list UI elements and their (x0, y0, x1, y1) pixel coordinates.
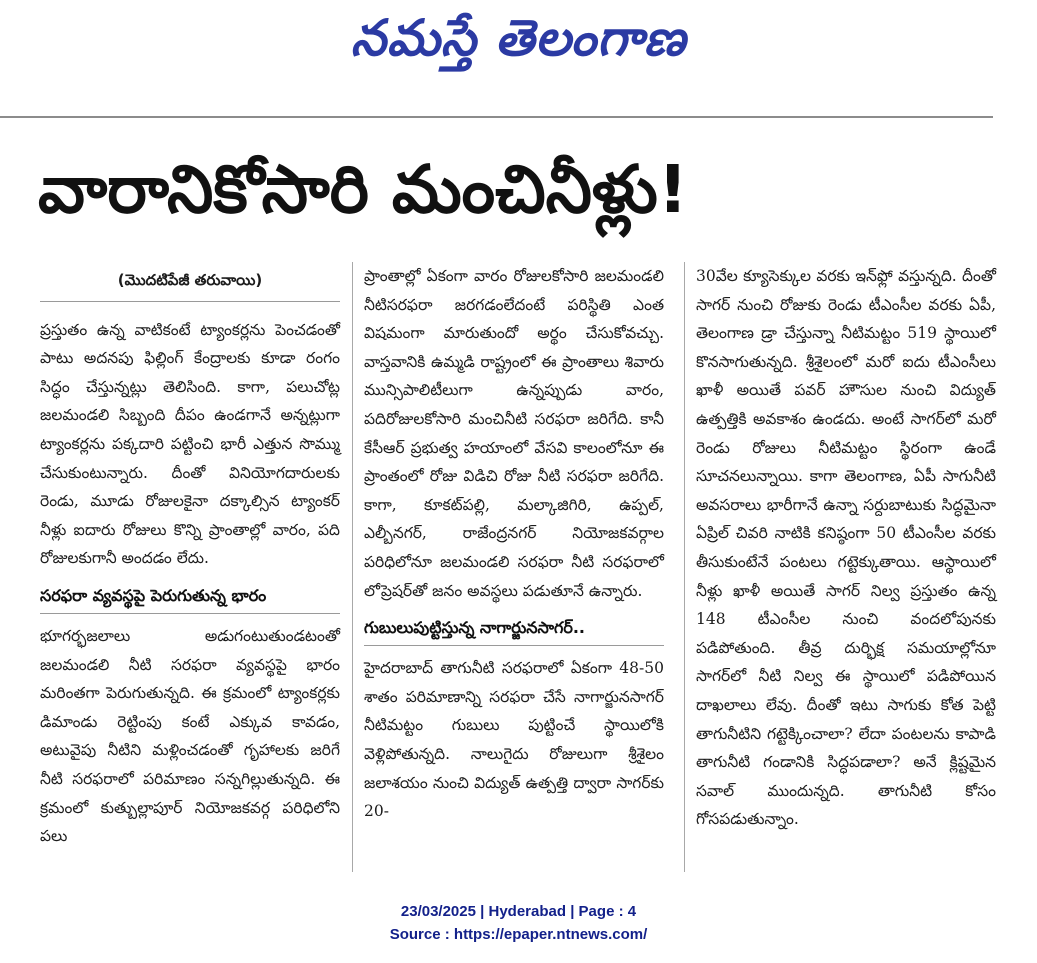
column-divider (352, 262, 353, 872)
footer-source: Source : https://epaper.ntnews.com/ (389, 926, 648, 943)
paragraph: 30వేల క్యూసెక్కుల వరకు ఇన్‌ఫ్లో వస్తున్నది. దీంతో సాగర్ నుంచి రోజుకు రెండు టీఎంసీల వరకు ఏపీ, తెలంగాణ డ్రా చేస్తున్నా నీటిమట్టం 519 స్థాయిలో కొనసాగుతున్నది. శ్రీశైలంలో మరో ఐదు టీఎంసీలు ఖాళీ అయితే పవర్ హౌసుల నుంచి విద్యుత్ ఉత్పత్తికి అవకాశం ఉండదు. అంటే సాగర్‌లో మరో రెండు రోజులు నీటిమట్టం స్థిరంగా ఉండే సూచనలున్నాయి. కాగా తెలంగాణ, ఏపీ సాగునీటి అవసరాలు భారీగానే ఉన్నా సర్దుబాటుకు సిద్ధమైనా ఏప్రిల్ చివరి నాటికి కనిష్ఠంగా 50 టీఎంసీల వరకు తీసుకుంటేనే పంటలు గట్టెక్కుతాయి. ఆస్థాయిలో నీళ్లు ఖాళీ అయితే సాగర్ నిల్వ ప్రస్తుతం ఉన్న 148 టీఎంసీల నుంచి వందలోపునకు పడిపోతుంది. తీవ్ర దుర్భిక్ష సమయాల్లోనూ సాగర్‌లో నీటి నిల్వ ఈ స్థాయిలో పడిపోయిన దాఖలాలు లేవు. దీంతో ఇటు సాగుకు కోత పెట్టి తాగునీటిని గట్టెక్కించాలా? లేదా పంటలను కాపాడి తాగునీటి గండానికి సిద్ధపడాలా? అనే క్లిష్టమైన సవాల్ ముందున్నది. తాగునీటి కోసం గోసపడుతున్నాం. (696, 267, 996, 829)
article-column-3 (696, 262, 996, 834)
paragraph: హైదరాబాద్ తాగునీటి సరఫరాలో ఏకంగా 48-50 శాతం పరిమాణాన్ని సరఫరా చేసే నాగార్జునసాగర్ నీటిమట్టం గుబులు పుట్టించే స్థాయిలోకి వెళ్లిపోతున్నది. నాలుగైదు రోజులుగా శ్రీశైలం జలాశయం నుంచి విద్యుత్ ఉత్పత్తి ద్వారా సాగర్‌కు 20- (364, 659, 664, 821)
paragraph: భూగర్భజలాలు అడుగంటుతుండటంతో జలమండలి నీటి సరఫరా వ్యవస్థపై భారం మరింతగా పెరుగుతున్నది. ఈ క్రమంలో ట్యాంకర్లకు డిమాండు రెట్టింపు కంటే ఎక్కువ కావడం, అటువైపు నీటిని మళ్లించడంతో గృహాలకు జరిగే నీటి సరఫరాలో పరిమాణం సన్నగిల్లుతున్నది. ఈ క్రమంలో కుత్బుల్లాపూర్ నియోజకవర్గ పరిధిలోని పలు (40, 626, 340, 846)
paragraph: ప్రస్తుతం ఉన్న వాటికంటే ట్యాంకర్లను పెంచడంతో పాటు అదనపు ఫిల్లింగ్ కేంద్రాలకు కూడా రంగం సిద్ధం చేస్తున్నట్లు తెలిసింది. కాగా, పలుచోట్ల జలమండలి సిబ్బంది దీపం ఉండగానే అన్నట్లుగా ట్యాంకర్లను పక్కదారి పట్టించి భారీ ఎత్తున సొమ్ము చేసుకుంటున్నారు. దీంతో వినియోగదారులకు రెండు, మూడు రోజులకైనా దక్కాల్సిన ట్యాంకర్ నీళ్లు ఐదారు రోజులు కొన్ని ప్రాంతాల్లో వారం, పది రోజులకుగానీ అందడం లేదు. (40, 320, 340, 568)
paragraph: ప్రాంతాల్లో ఏకంగా వారం రోజులకోసారి జలమండలి నీటిసరఫరా జరగడంలేదంటే పరిస్థితి ఎంత విషమంగా మారుతుందో అర్థం చేసుకోవచ్చు. వాస్తవానికి ఉమ్మడి రాష్ట్రంలో ఈ ప్రాంతాలు శివారు మున్సిపాలిటీలుగా ఉన్నప్పుడు వారం, పదిరోజులకోసారి మంచినీటి సరఫరా జరిగేది. కానీ కేసీఆర్ ప్రభుత్వ హయాంలో వేసవి కాలంలోనూ ఈ ప్రాంతంలో రోజు విడిచి రోజు నీటి సరఫరా జరిగేది. కాగా, కూకట్‌పల్లి, మల్కాజిగిరి, ఉప్పల్, ఎల్బీనగర్, రాజేంద్రనగర్ నియోజకవర్గాల పరిధిలోనూ జలమండలి సరఫరా నీటి సరఫరాలో లోప్రెషర్‌తో జనం అవస్థలు పడుతూనే ఉన్నారు. (364, 267, 664, 600)
headline: వారానికోసారి మంచినీళ్లు! (38, 151, 688, 228)
section-heading: గుబులుపుట్టిస్తున్న నాగార్జునసాగర్.. (364, 615, 664, 646)
masthead-divider (0, 116, 993, 118)
footer-dateline: 23/03/2025 | Hyderabad | Page : 4 (400, 903, 637, 920)
section-heading: సరఫరా వ్యవస్థపై పెరుగుతున్న భారం (40, 583, 340, 614)
column-divider (684, 262, 685, 872)
article-column-2 (364, 262, 664, 826)
continued-label: (మొదటిపేజీ తరువాయి) (40, 262, 340, 302)
article-column-1 (40, 262, 340, 851)
masthead-logo: నమస్తే తెలంగాణ (350, 9, 687, 67)
